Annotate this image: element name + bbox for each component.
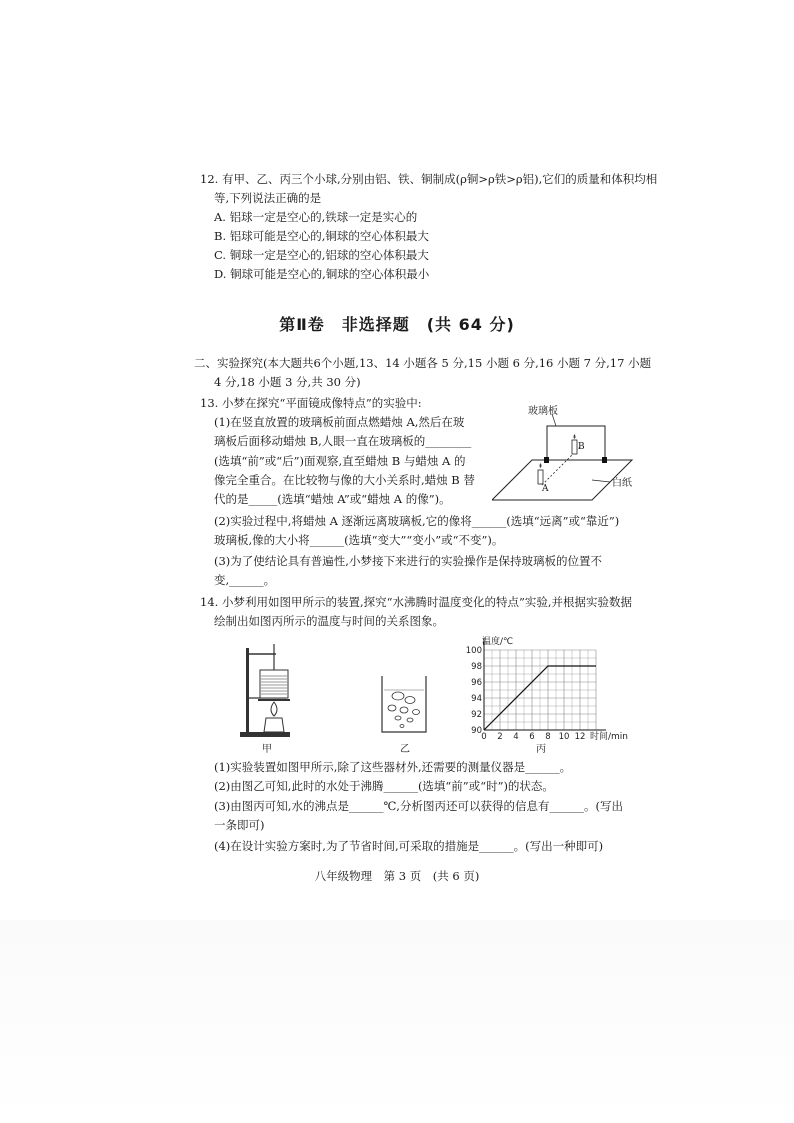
y-tick-label: 98 — [471, 662, 482, 672]
candle-a-label: A — [542, 484, 549, 494]
q14-question2: (2)由图乙可知,此时的水处于沸腾______(选填“前”或“时”)的状态。 — [214, 779, 554, 793]
q12-option-b: B. 铝球可能是空心的,铜球的空心体积最大 — [214, 229, 429, 243]
q13-part1-line5: 代的是_____(选填“蜡烛 A”或“蜡烛 A 的像”)。 — [214, 492, 451, 506]
glass-plate-label: 玻璃板 — [528, 406, 558, 417]
white-paper-label: 白纸 — [612, 478, 632, 489]
bubbles — [388, 692, 420, 728]
x-tick-label: 8 — [545, 732, 551, 742]
q14-question4: (4)在设计实验方案时,为了节省时间,可采取的措施是______。(写出一种即可) — [214, 839, 604, 853]
alcohol-lamp — [264, 718, 284, 732]
x-tick-label: 6 — [529, 732, 535, 742]
temperature-chart-svg — [466, 632, 636, 744]
x-tick-label: 2 — [497, 732, 503, 742]
x-tick-label: 10 — [558, 732, 570, 742]
x-axis-label: 时间/min — [590, 732, 629, 742]
section2-line2: 4 分,18 小题 3 分,共 30 分) — [214, 375, 361, 389]
candle-b-flame — [574, 434, 576, 439]
fig-yi-label: 乙 — [400, 744, 410, 755]
white-paper-shape — [492, 460, 632, 500]
q14-question1: (1)实验装置如图甲所示,除了这些器材外,还需要的测量仪器是______。 — [214, 760, 572, 774]
x-tick-label: 4 — [513, 732, 519, 742]
heating-apparatus-figure — [236, 640, 300, 755]
section-heading: 第Ⅱ卷 非选择题 (共 64 分) — [279, 315, 515, 334]
y-tick-label: 94 — [471, 694, 482, 704]
q12-stem-line2: 等,下列说法正确的是 — [214, 191, 322, 205]
blank-lower-margin — [0, 920, 794, 1123]
y-tick-label: 96 — [471, 678, 482, 688]
plane-mirror-diagram — [492, 400, 652, 510]
q12-option-c: C. 铜球一定是空心的,铝球的空心体积最大 — [214, 248, 429, 262]
stand-rod — [246, 648, 249, 734]
beaker-wall — [382, 676, 426, 732]
section2-line1: 二、实验探究(本大题共6个小题,13、14 小题各 5 分,15 小题 6 分,16 小题 7 分,17 小题 — [194, 356, 652, 370]
x-tick-label: 0 — [481, 732, 487, 742]
fig-jia-label: 甲 — [262, 744, 272, 755]
q13-intro: 13. 小梦在探究“平面镜成像特点”的实验中: — [200, 396, 422, 410]
q12-stem-line1: 12. 有甲、乙、丙三个小球,分别由铝、铁、铜制成(ρ铜>ρ铁>ρ铝),它们的质量和体积均相 — [200, 172, 658, 186]
temperature-time-chart — [466, 632, 636, 754]
heating-apparatus-diagram — [236, 640, 300, 740]
q14-question3-line2: 一条即可) — [214, 818, 265, 832]
y-tick-label: 92 — [471, 710, 482, 720]
q12-option-a: A. 铝球一定是空心的,铁球一定是实心的 — [214, 210, 418, 224]
boiling-beaker-figure — [376, 672, 432, 755]
candle-b-shape — [572, 440, 577, 454]
boiling-beaker-diagram — [376, 672, 432, 736]
candle-a-shape — [538, 470, 543, 484]
q13-part2-line2: 玻璃板,像的大小将______(选填“变大”“变小”或“不变”)。 — [214, 533, 504, 547]
q12-option-d: D. 铜球可能是空心的,铜球的空心体积最小 — [214, 267, 430, 281]
y-tick-label: 90 — [471, 726, 482, 736]
glass-clip-right — [602, 457, 607, 463]
plane-mirror-figure — [492, 400, 652, 510]
y-axis-label: 温度/℃ — [482, 637, 514, 647]
q13-part3-line1: (3)为了使结论具有普遍性,小梦接下来进行的实验操作是保持玻璃板的位置不 — [214, 554, 602, 568]
water-hatching — [261, 676, 287, 694]
q13-part2-line1: (2)实验过程中,将蜡烛 A 逐渐远离玻璃板,它的像将______(选填“远离”或“靠近”) — [214, 514, 620, 528]
q14-intro-line2: 绘制出如图丙所示的温度与时间的关系图象。 — [214, 614, 444, 628]
glass-clip-left — [544, 457, 549, 463]
fig-bing-label: 丙 — [536, 744, 546, 755]
q13-part1-line3: (选填“前”或“后”)面观察,直至蜡烛 B 与蜡烛 A 的 — [214, 454, 466, 468]
q13-part1-line4: 像完全重合。在比较物与像的大小关系时,蜡烛 B 替 — [214, 473, 475, 487]
q13-part1-line2: 璃板后面移动蜡烛 B,人眼一直在玻璃板的________ — [214, 434, 472, 448]
q13-part3-line2: 变,______。 — [214, 573, 276, 587]
q13-part1-line1: (1)在竖直放置的玻璃板前面点燃蜡烛 A,然后在玻 — [214, 415, 465, 429]
y-tick-label: 100 — [466, 646, 482, 656]
q14-intro-line1: 14. 小梦利用如图甲所示的装置,探究“水沸腾时温度变化的特点”实验,并根据实验数据 — [200, 595, 633, 609]
flame — [271, 702, 277, 716]
q14-question3-line1: (3)由图丙可知,水的沸点是______℃,分析图丙还可以获得的信息有______。(写出 — [214, 799, 623, 813]
page-footer: 八年级物理 第 3 页 (共 6 页) — [314, 869, 480, 883]
candle-b-label: B — [578, 442, 585, 452]
x-tick-label: 12 — [574, 732, 586, 742]
